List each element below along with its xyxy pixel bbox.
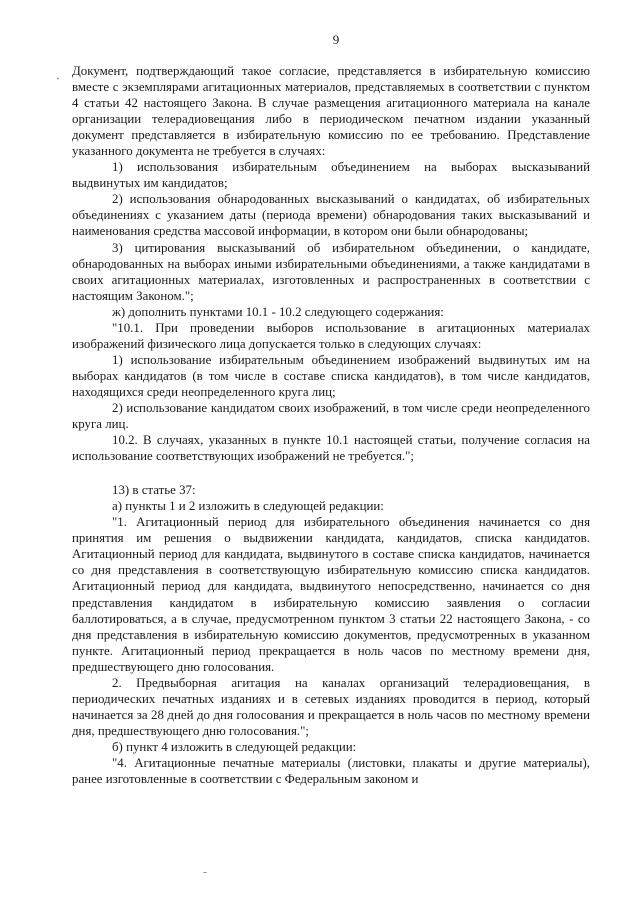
scan-speck: ˉ bbox=[203, 868, 207, 882]
paragraph: Документ, подтверждающий такое согласие, представляется в избирательную комиссию вместе с экземплярами агитационных материалов, представляемых в соответствии с пунктом 4 статьи 42 настоящего Закона. В случае размещения агитационного материала на канале организации телерадиовещания либо в периодическом печатном издании указанный документ представляется в избирательную комиссию по ее требованию. Представление указанного документа не требуется в случаях: bbox=[72, 64, 590, 159]
paragraph: 1) использование избирательным объединением изображений выдвинутых им на выборах кандидатов (в том числе в составе списка кандидатов), в том числе кандидатов, находящихся среди неопределенного круга лиц; bbox=[72, 352, 590, 399]
paragraph: б) пункт 4 изложить в следующей редакции: bbox=[112, 739, 357, 754]
paragraph: 2. Предвыборная агитация на каналах организаций телерадиовещания, в периодических печатных изданиях и в сетевых изданиях проводится в период, который начинается за 28 дней до дня голосования и прекращается в ноль часов по местному времени дня, предшествующего дню голосования."; bbox=[72, 675, 590, 738]
paragraph: 10.2. В случаях, указанных в пункте 10.1 настоящей статьи, получение согласия на использование соответствующих изображений не требуется."; bbox=[72, 433, 590, 464]
paragraph: "10.1. При проведении выборов использование в агитационных материалах изображений физического лица допускается только в следующих случаях: bbox=[72, 320, 590, 351]
paragraph: 13) в статье 37: bbox=[112, 483, 196, 498]
paragraph-gap bbox=[72, 464, 590, 482]
paragraph: 3) цитирования высказываний об избирательном объединении, о кандидате, обнародованных на выборах иными избирательными объединениями, а также кандидатами в своих агитационных материалах, изготовленных и распространенных в соответствии с настоящим Законом."; bbox=[72, 240, 590, 303]
paragraph: 2) использование кандидатом своих изображений, в том числе среди неопределенного круга лиц. bbox=[72, 400, 590, 432]
paragraph: "1. Агитационный период для избирательного объединения начинается со дня принятия им решения о выдвижении кандидата, кандидатов, списка кандидатов. Агитационный период для кандидата, выдвинутого в составе списка кандидатов, начинается со дня представления в соответствующую избирательную комиссию списка кандидатов. Агитационный период для кандидата, выдвинутого непосредственно, начинается со дня представления кандидатом в избирательную комиссию заявления о согласии баллотироваться, а в случае, предусмотренном пунктом 3 статьи 22 настоящего Закона, - со дня представления в избирательную комиссию документов, предусмотренных в указанном пункте. Агитационный период прекращается в ноль часов по местному времени дня, предшествующего дню голосования. bbox=[72, 515, 590, 674]
scan-speck: ˎ bbox=[56, 66, 60, 80]
paragraph: 2) использования обнародованных высказываний о кандидатах, об избирательных объединениях с указанием даты (периода времени) обнародования таких высказываний и наименования средства массовой информации, в котором они были обнародованы; bbox=[72, 192, 590, 239]
paragraph: "4. Агитационные печатные материалы (листовки, плакаты и другие материалы), ранее изготовленные в соответствии с Федеральным законом и bbox=[72, 755, 590, 787]
paragraph: а) пункты 1 и 2 изложить в следующей редакции: bbox=[112, 499, 384, 514]
paragraph: 1) использования избирательным объединением на выборах высказываний выдвинутых им кандидатов; bbox=[72, 160, 590, 191]
document-body bbox=[72, 63, 590, 787]
paragraph: ж) дополнить пунктами 10.1 - 10.2 следующего содержания: bbox=[112, 304, 444, 319]
page-number: 9 bbox=[332, 32, 340, 47]
